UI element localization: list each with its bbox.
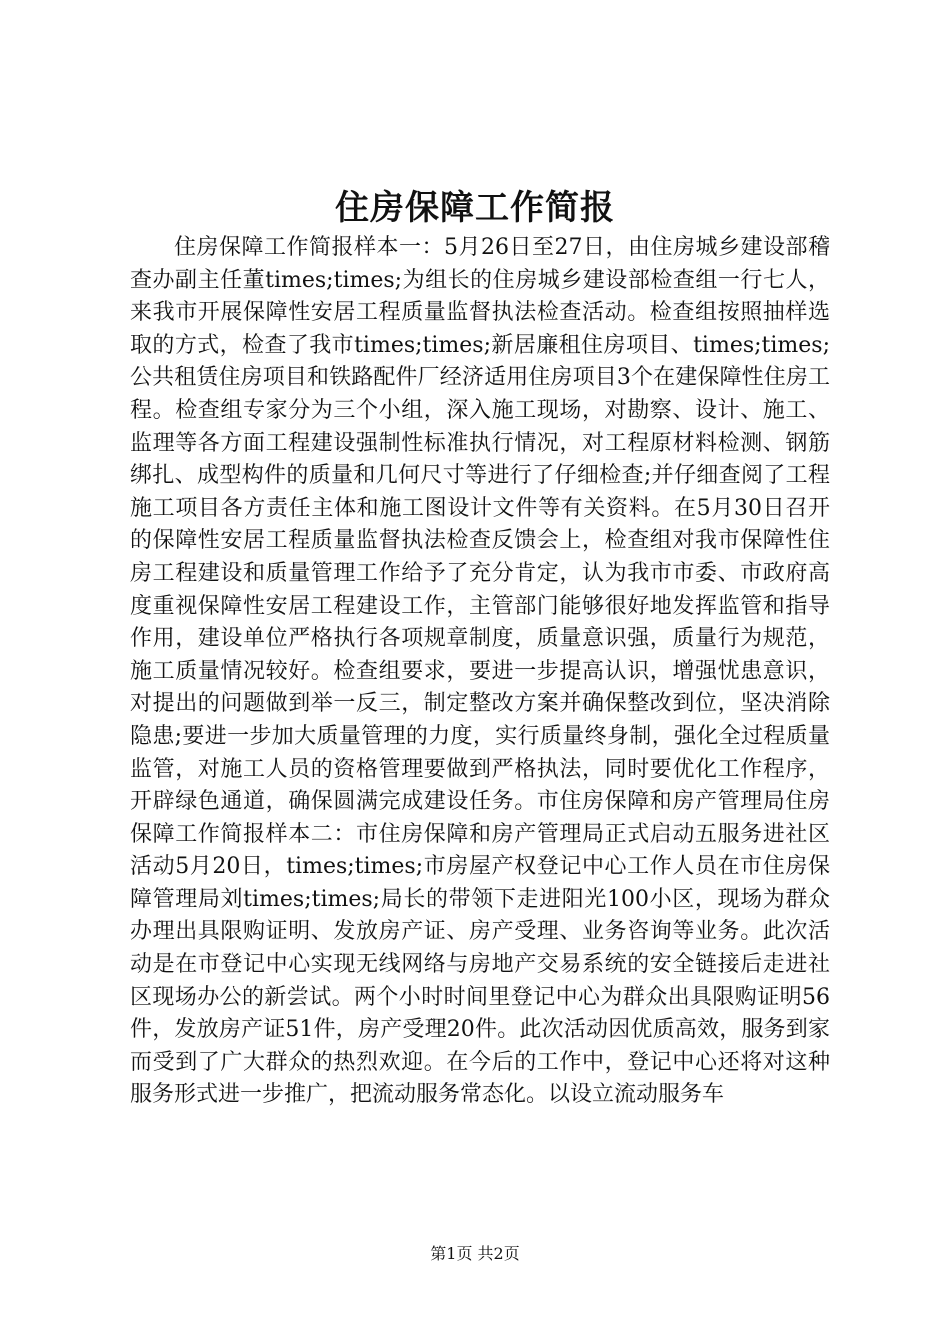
page-footer: 第1页 共2页 [430, 1244, 520, 1263]
document-body-paragraph: 住房保障工作简报样本一：5月26日至27日，由住房城乡建设部稽查办副主任董times;times;为组长的住房城乡建设部检查组一行七人，来我市开展保障性安居工程质量监督执法检查活动。检查组按照抽样选取的方式，检查了我市times;times;新居廉租住房项目、times;times;公共租赁住房项目和铁路配件厂经济适用住房项目3个在建保障性住房工程。检查组专家分为三个小组，深入施工现场，对勘察、设计、施工、监理等各方面工程建设强制性标准执行情况，对工程原材料检测、钢筋绑扎、成型构件的质量和几何尺寸等进行了仔细检查;并仔细查阅了工程施工项目各方责任主体和施工图设计文件等有关资料。在5月30日召开的保障性安居工程质量监督执法检查反馈会上，检查组对我市保障性住房工程建设和质量管理工作给予了充分肯定，认为我市市委、市政府高度重视保障性安居工程建设工作，主管部门能够很好地发挥监管和指导作用，建设单位严格执行各项规章制度，质量意识强，质量行为规范，施工质量情况较好。检查组要求，要进一步提高认识，增强忧患意识，对提出的问题做到举一反三，制定整改方案并确保整改到位，坚决消除隐患;要进一步加大质量管理的力度，实行质量终身制，强化全过程质量监管，对施工人员的资格管理要做到严格执法，同时要优化工作程序，开辟绿色通道，确保圆满完成建设任务。市住房保障和房产管理局住房保障工作简报样本二：市住房保障和房产管理局正式启动五服务进社区活动5月20日，times;times;市房屋产权登记中心工作人员在市住房保障管理局刘times;times;局长的带领下走进阳光100小区，现场为群众办理出具限购证明、发放房产证、房产受理、业务咨询等业务。此次活动是在市登记中心实现无线网络与房地产交易系统的安全链接后走进社区现场办公的新尝试。两个小时时间里登记中心为群众出具限购证明56件，发放房产证51件，房产受理20件。此次活动因优质高效，服务到家而受到了广大群众的热烈欢迎。在今后的工作中，登记中心还将对这种服务形式进一步推广，把流动服务常态化。以设立流动服务车 [130, 235, 830, 1108]
document-title: 住房保障工作简报 [335, 188, 615, 228]
